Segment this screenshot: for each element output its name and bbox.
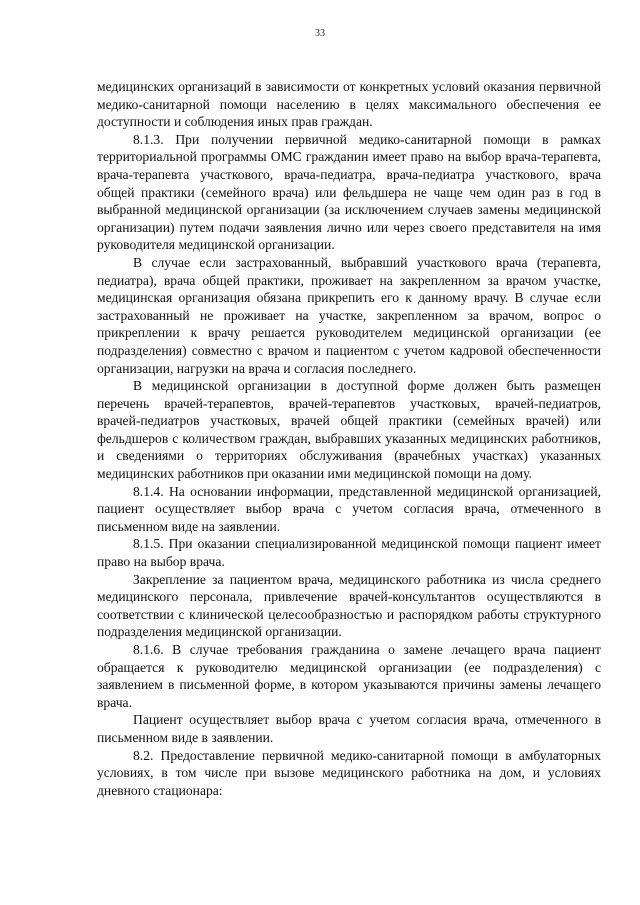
page-number: 33 <box>315 28 325 39</box>
paragraph-8-1-5: 8.1.5. При оказании специализированной медицинской помощи пациент имеет право на выбор врача. <box>97 536 601 570</box>
paragraph-assignment: Закрепление за пациентом врача, медицинского работника из числа среднего медицинского персонала, привлечение врачей-консультантов осуществляются в соответствии с клинической целесообразностью и распорядком работы структурного подразделения медицинской организации. <box>97 571 601 640</box>
paragraph-doctor-list: В медицинской организации в доступной форме должен быть размещен перечень врачей-терапевтов, врачей-терапевтов участковых, врачей-педиатров, врачей-педиатров участковых, врачей общей практики (семейных врачей) или фельдшеров с количеством граждан, выбравших указанных медицинских работников, и сведениями о территориях обслуживания (врачебных участках) указанных медицинских работников при оказании ими медицинской помощи на дому. <box>97 378 601 482</box>
paragraph-8-2: 8.2. Предоставление первичной медико-санитарной помощи в амбулаторных условиях, в том числе при вызове медицинского работника на дом, и условиях дневного стационара: <box>97 747 601 798</box>
paragraph-8-1-6: 8.1.6. В случае требования гражданина о замене лечащего врача пациент обращается к руководителю медицинской организации (ее подразделения) с заявлением в письменной форме, в котором указываются причины замены лечащего врача. <box>97 642 601 710</box>
paragraph-insured-attachment: В случае если застрахованный, выбравший участкового врача (терапевта, педиатра), врача общей практики, проживает на закрепленном за врачом участке, медицинская организация обязана прикрепить его к данному врачу. В случае если застрахованный не проживает на участке, закрепленном за врачом, вопрос о прикреплении к врачу решается руководителем медицинской организации (ее подразделения) совместно с врачом и пациентом с учетом кадровой обеспеченности организации, нагрузки на врача и согласия последнего. <box>97 254 601 376</box>
paragraph-continuation: медицинских организаций в зависимости от конкретных условий оказания первичной медико-санитарной помощи населению в целях максимального обеспечения ее доступности и соблюдения иных прав граждан. <box>97 79 601 130</box>
paragraph-8-1-4: 8.1.4. На основании информации, представленной медицинской организацией, пациент осуществляет выбор врача с учетом согласия врача, отмеченного в письменном виде на заявлении. <box>97 483 601 534</box>
document-body <box>97 78 601 799</box>
paragraph-8-1-3: 8.1.3. При получении первичной медико-санитарной помощи в рамках территориальной программы ОМС гражданин имеет право на выбор врача-терапевта, врача-терапевта участкового, врача-педиатра, врача-педиатра участкового, врача общей практики (семейного врача) или фельдшера не чаще чем один раз в год в выбранной медицинской организации (за исключением случаев замены медицинской организации) путем подачи заявления лично или через своего представителя на имя руководителя медицинской организации. <box>97 131 601 253</box>
paragraph-patient-choice: Пациент осуществляет выбор врача с учетом согласия врача, отмеченного в письменном виде в заявлении. <box>97 712 601 745</box>
